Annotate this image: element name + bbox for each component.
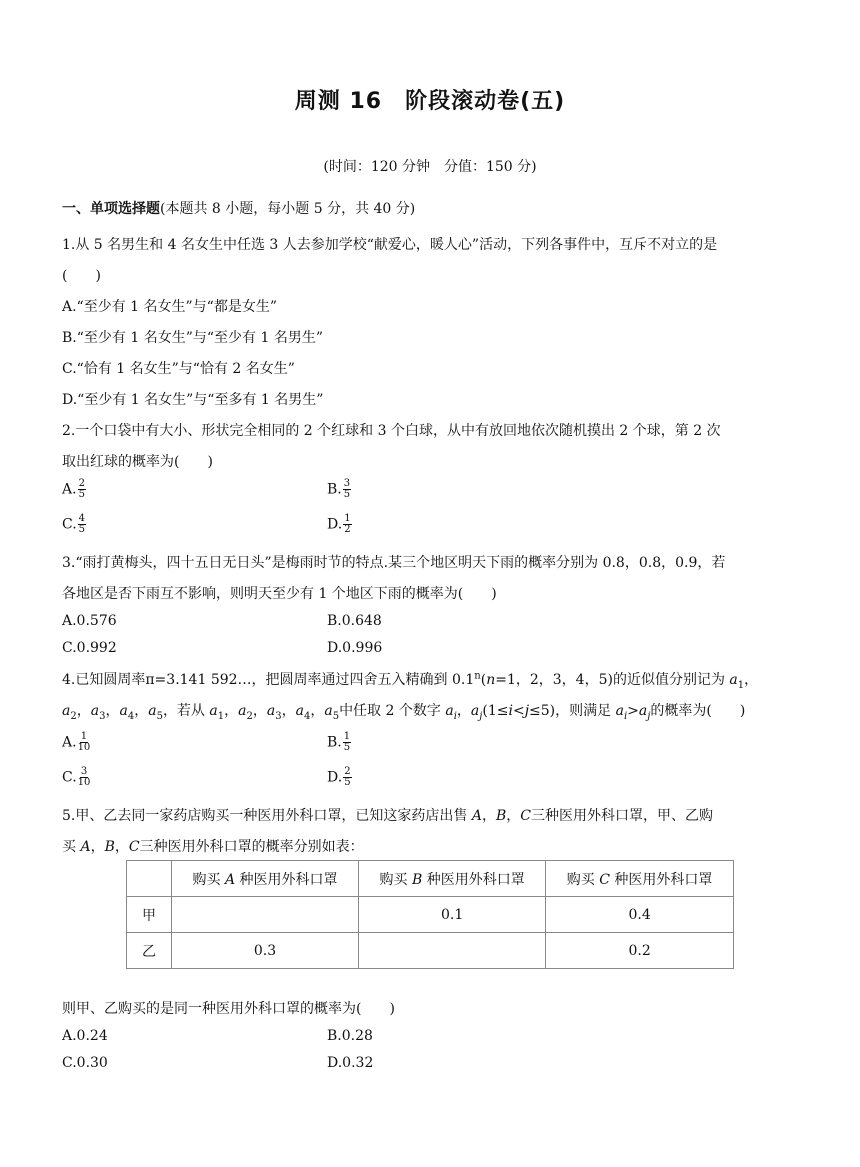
table-header-row: [127, 861, 734, 897]
q2-option-a: A. $\frac{2}{5}$: [62, 478, 85, 500]
table-cell: [359, 933, 546, 969]
q5-option-d: D.0.32: [327, 1055, 374, 1071]
q1-stem-line1: 1.从 5 名男生和 4 名女生中任选 3 人去参加学校“献爱心，暖人心”活动，下列各事件中，互斥不对立的是: [62, 237, 718, 253]
q4-stem-line2: $a_2$，$a_3$，$a_4$，$a_5$，若从 $a_1$，$a_2$，$a_3$，$a_4$，$a_5$中任取 2 个数字 $a_i$，$a_j(1\le i<j\le 5)$，则满足 $a_i>a_j$的概率为( ): [62, 703, 746, 722]
q3-stem-line1: 3.“雨打黄梅头，四十五日无日头”是梅雨时节的特点.某三个地区明天下雨的概率分别为 0.8，0.8，0.9，若: [62, 555, 726, 571]
row-label: 乙: [127, 933, 172, 969]
table-row: [127, 897, 734, 933]
q2-stem-line1: 2.一个口袋中有大小、形状完全相同的 2 个红球和 3 个白球，从中有放回地依次随机摸出 2 个球，第 2 次: [62, 423, 721, 439]
q4-stem-line1: 4.已知圆周率π=3.141 592…，把圆周率通过四舍五入精确到 $0.1^n(n=1$，2，3，4，5)的近似值分别记为 $a_1$，: [62, 670, 759, 691]
q3-option-b: B.0.648: [327, 613, 382, 629]
table-cell: 0.3: [172, 933, 359, 969]
q2-option-c: C. $\frac{4}{5}$: [62, 513, 86, 535]
row-label: 甲: [127, 897, 172, 933]
q3-option-a: A.0.576: [62, 613, 117, 629]
table-row: [127, 933, 734, 969]
q3-option-c: C.0.992: [62, 640, 117, 656]
q1-option-d: D.“至少有 1 名女生”与“至多有 1 名男生”: [62, 392, 324, 408]
table-cell: 0.4: [546, 897, 734, 933]
probability-table: [126, 860, 734, 969]
q2-option-b: B. $\frac{3}{5}$: [327, 478, 351, 500]
table-cell: 0.2: [546, 933, 734, 969]
table-header-a: 购买 A 种医用外科口罩: [172, 861, 359, 897]
q2-stem-line2: 取出红球的概率为( ): [62, 454, 213, 470]
q5-question: 则甲、乙购买的是同一种医用外科口罩的概率为( ): [62, 1001, 395, 1017]
q1-option-b: B.“至少有 1 名女生”与“至少有 1 名男生”: [62, 330, 323, 346]
q4-option-d: D. $\frac{2}{5}$: [327, 766, 351, 788]
q2-option-d: D. $\frac{1}{2}$: [327, 513, 351, 535]
q1-option-c: C.“恰有 1 名女生”与“恰有 2 名女生”: [62, 361, 295, 377]
table-header-b: 购买 B 种医用外科口罩: [359, 861, 546, 897]
exam-info: (时间：120 分钟 分值：150 分): [323, 159, 537, 175]
q5-option-c: C.0.30: [62, 1055, 108, 1071]
q3-stem-line2: 各地区是否下雨互不影响，则明天至少有 1 个地区下雨的概率为( ): [62, 586, 497, 602]
q5-option-a: A.0.24: [62, 1028, 108, 1044]
table-header-c: 购买 C 种医用外科口罩: [546, 861, 734, 897]
table-cell: [172, 897, 359, 933]
q5-stem-line1: 5.甲、乙去同一家药店购买一种医用外科口罩，已知这家药店出售 A，B，C三种医用外科口罩，甲、乙购: [62, 808, 713, 824]
q3-option-d: D.0.996: [327, 640, 383, 656]
page-title: 周测 16 阶段滚动卷(五): [294, 89, 566, 114]
table-cell: 0.1: [359, 897, 546, 933]
q5-option-b: B.0.28: [327, 1028, 373, 1044]
q4-option-b: B. $\frac{1}{5}$: [327, 731, 351, 753]
q4-option-a: A. $\frac{1}{10}$: [62, 731, 91, 753]
q1-option-a: A.“至少有 1 名女生”与“都是女生”: [62, 299, 277, 315]
q1-stem-line2: ( ): [62, 268, 101, 284]
section-heading: 一、单项选择题(本题共 8 小题，每小题 5 分，共 40 分): [62, 201, 416, 217]
table-corner-cell: [127, 861, 172, 897]
q4-option-c: C. $\frac{3}{10}$: [62, 766, 91, 788]
q5-stem-line2: 买 A，B，C三种医用外科口罩的概率分别如表：: [62, 839, 364, 855]
